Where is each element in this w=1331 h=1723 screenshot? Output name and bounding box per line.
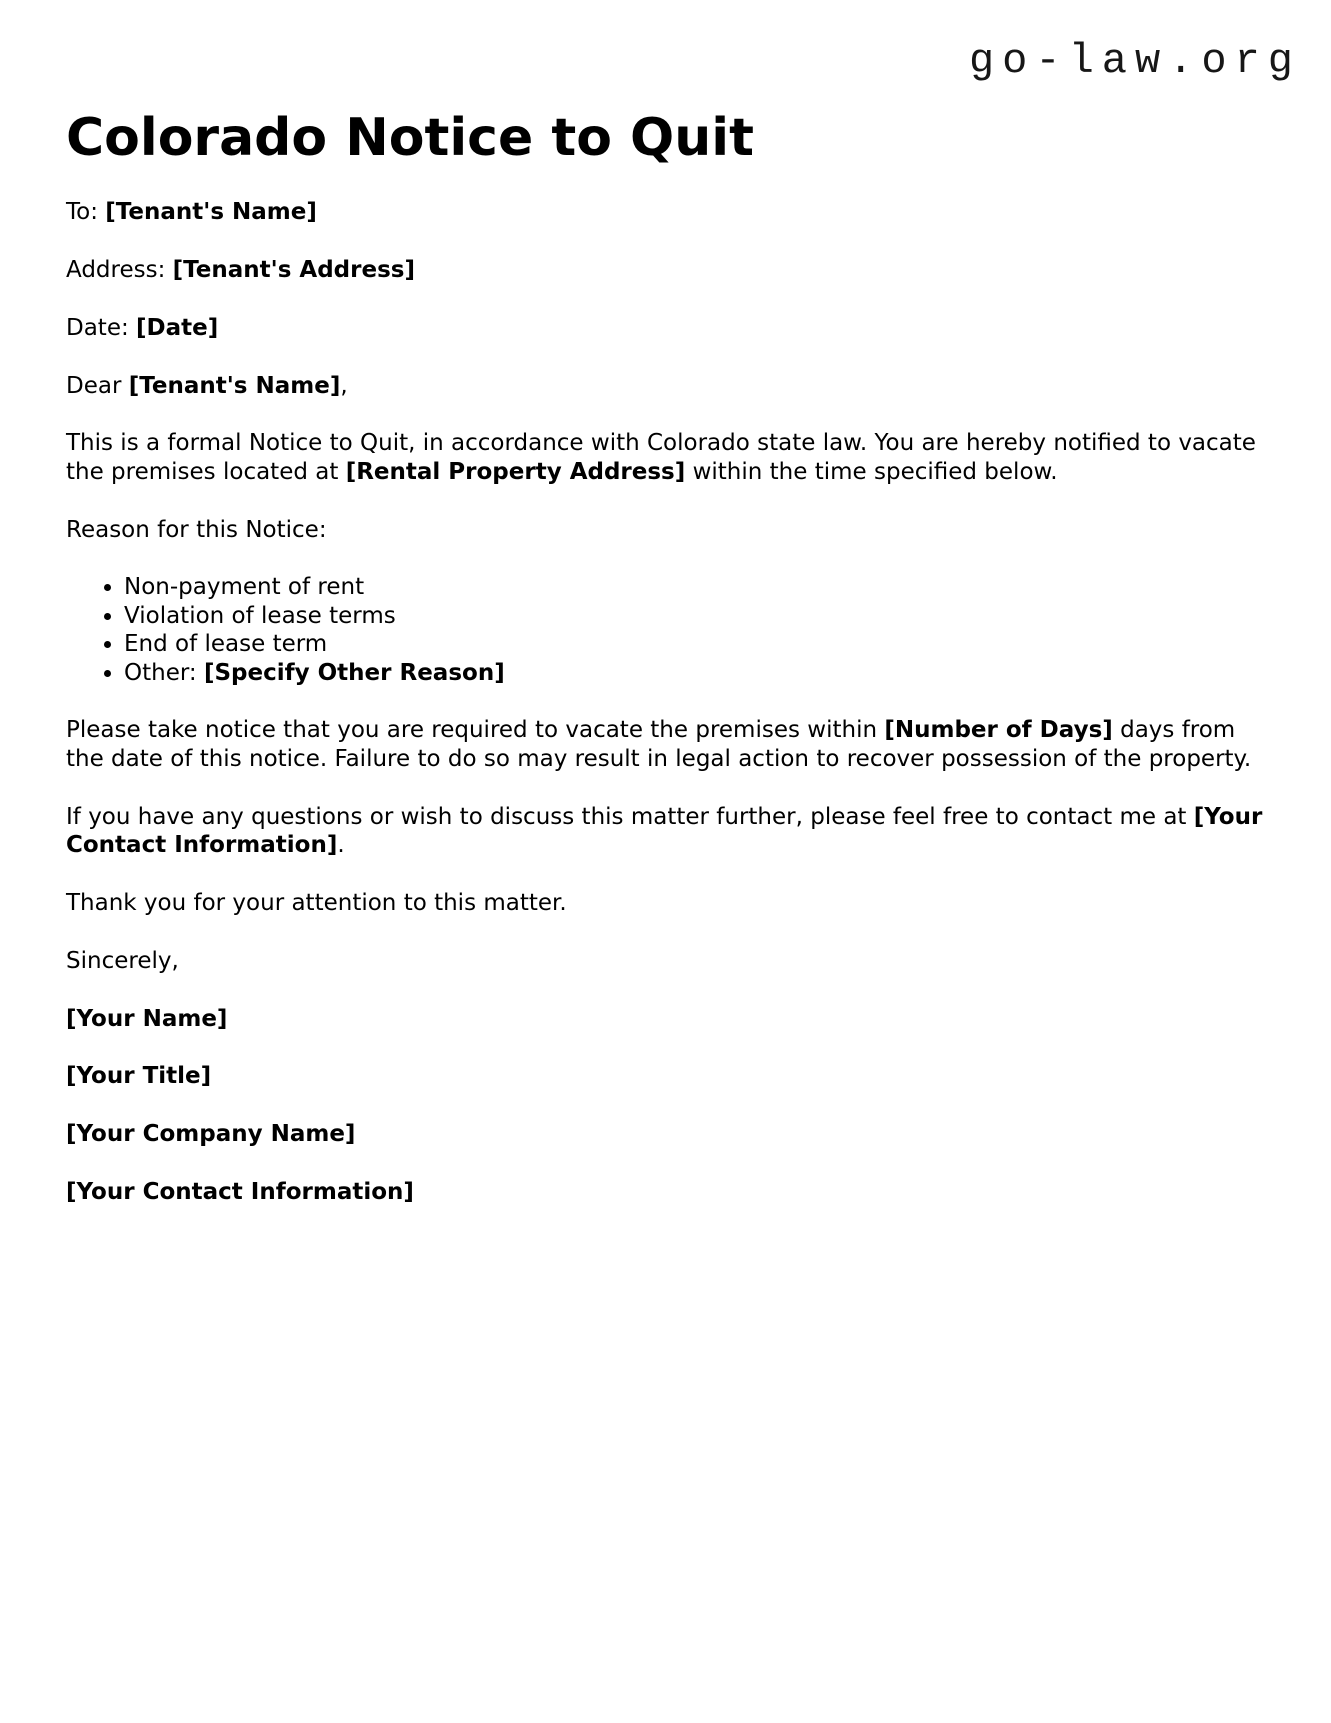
other-label: Other: (124, 659, 204, 686)
date-line (66, 314, 1265, 343)
salutation-name-placeholder: [Tenant's Name] (128, 372, 341, 399)
salutation-pre: Dear (66, 372, 129, 399)
date-label: Date: (66, 314, 137, 341)
intro-post: within the time specified below. (685, 458, 1058, 485)
reason-item-other (124, 659, 1265, 688)
salutation-post: , (340, 372, 348, 399)
contact-paragraph (66, 803, 1265, 860)
contact-pre: If you have any questions or wish to discuss this matter further, please feel free to contact me at (66, 803, 1194, 830)
tenant-address-placeholder: [Tenant's Address] (172, 257, 415, 284)
page-title: Colorado Notice to Quit (66, 108, 754, 168)
to-label: To: (66, 199, 106, 226)
signature-company (66, 1120, 1265, 1149)
vacate-paragraph (66, 716, 1265, 773)
date-placeholder: [Date] (136, 314, 219, 341)
other-reason-placeholder: [Specify Other Reason] (203, 659, 505, 686)
thanks-line: Thank you for your attention to this matter. (66, 890, 567, 917)
to-line (66, 198, 1265, 227)
rental-property-address-placeholder: [Rental Property Address] (345, 458, 686, 485)
intro-pre: This is a formal Notice to Quit, in accordance with Colorado state law. You are hereby notified to vacate the premises located at (66, 430, 1256, 485)
vacate-post: days from the date of this notice. Failure to do so may result in legal action to recover possession of the property. (66, 717, 1252, 773)
signature-contact (66, 1178, 1265, 1207)
intro-paragraph (66, 429, 1265, 486)
signature-name (66, 1005, 1265, 1034)
signature-title (66, 1062, 1265, 1091)
number-of-days-placeholder: [Number of Days] (884, 717, 1113, 744)
reason-item-violation: • Violation of lease terms (124, 602, 1265, 631)
address-label: Address: (66, 257, 173, 284)
contact-info-placeholder: [Your Contact Information] (66, 803, 1263, 859)
vacate-pre: Please take notice that you are required to vacate the premises within (66, 717, 885, 744)
tenant-name-placeholder: [Tenant's Name] (105, 199, 317, 226)
brand-logo: go-law.org (968, 37, 1301, 85)
closing-line: Sincerely, (66, 947, 179, 974)
reason-list (66, 573, 1265, 687)
your-company-placeholder: [Your Company Name] (66, 1120, 356, 1147)
contact-post: . (337, 832, 345, 859)
your-contact-placeholder: [Your Contact Information] (66, 1178, 414, 1205)
reason-heading: Reason for this Notice: (66, 516, 327, 543)
address-line (66, 256, 1265, 285)
reason-item-nonpayment: • Non-payment of rent (124, 573, 1265, 602)
your-title-placeholder: [Your Title] (66, 1063, 212, 1090)
reason-item-end-of-lease: • End of lease term (124, 630, 1265, 659)
your-name-placeholder: [Your Name] (66, 1005, 228, 1032)
salutation-line (66, 372, 1265, 401)
